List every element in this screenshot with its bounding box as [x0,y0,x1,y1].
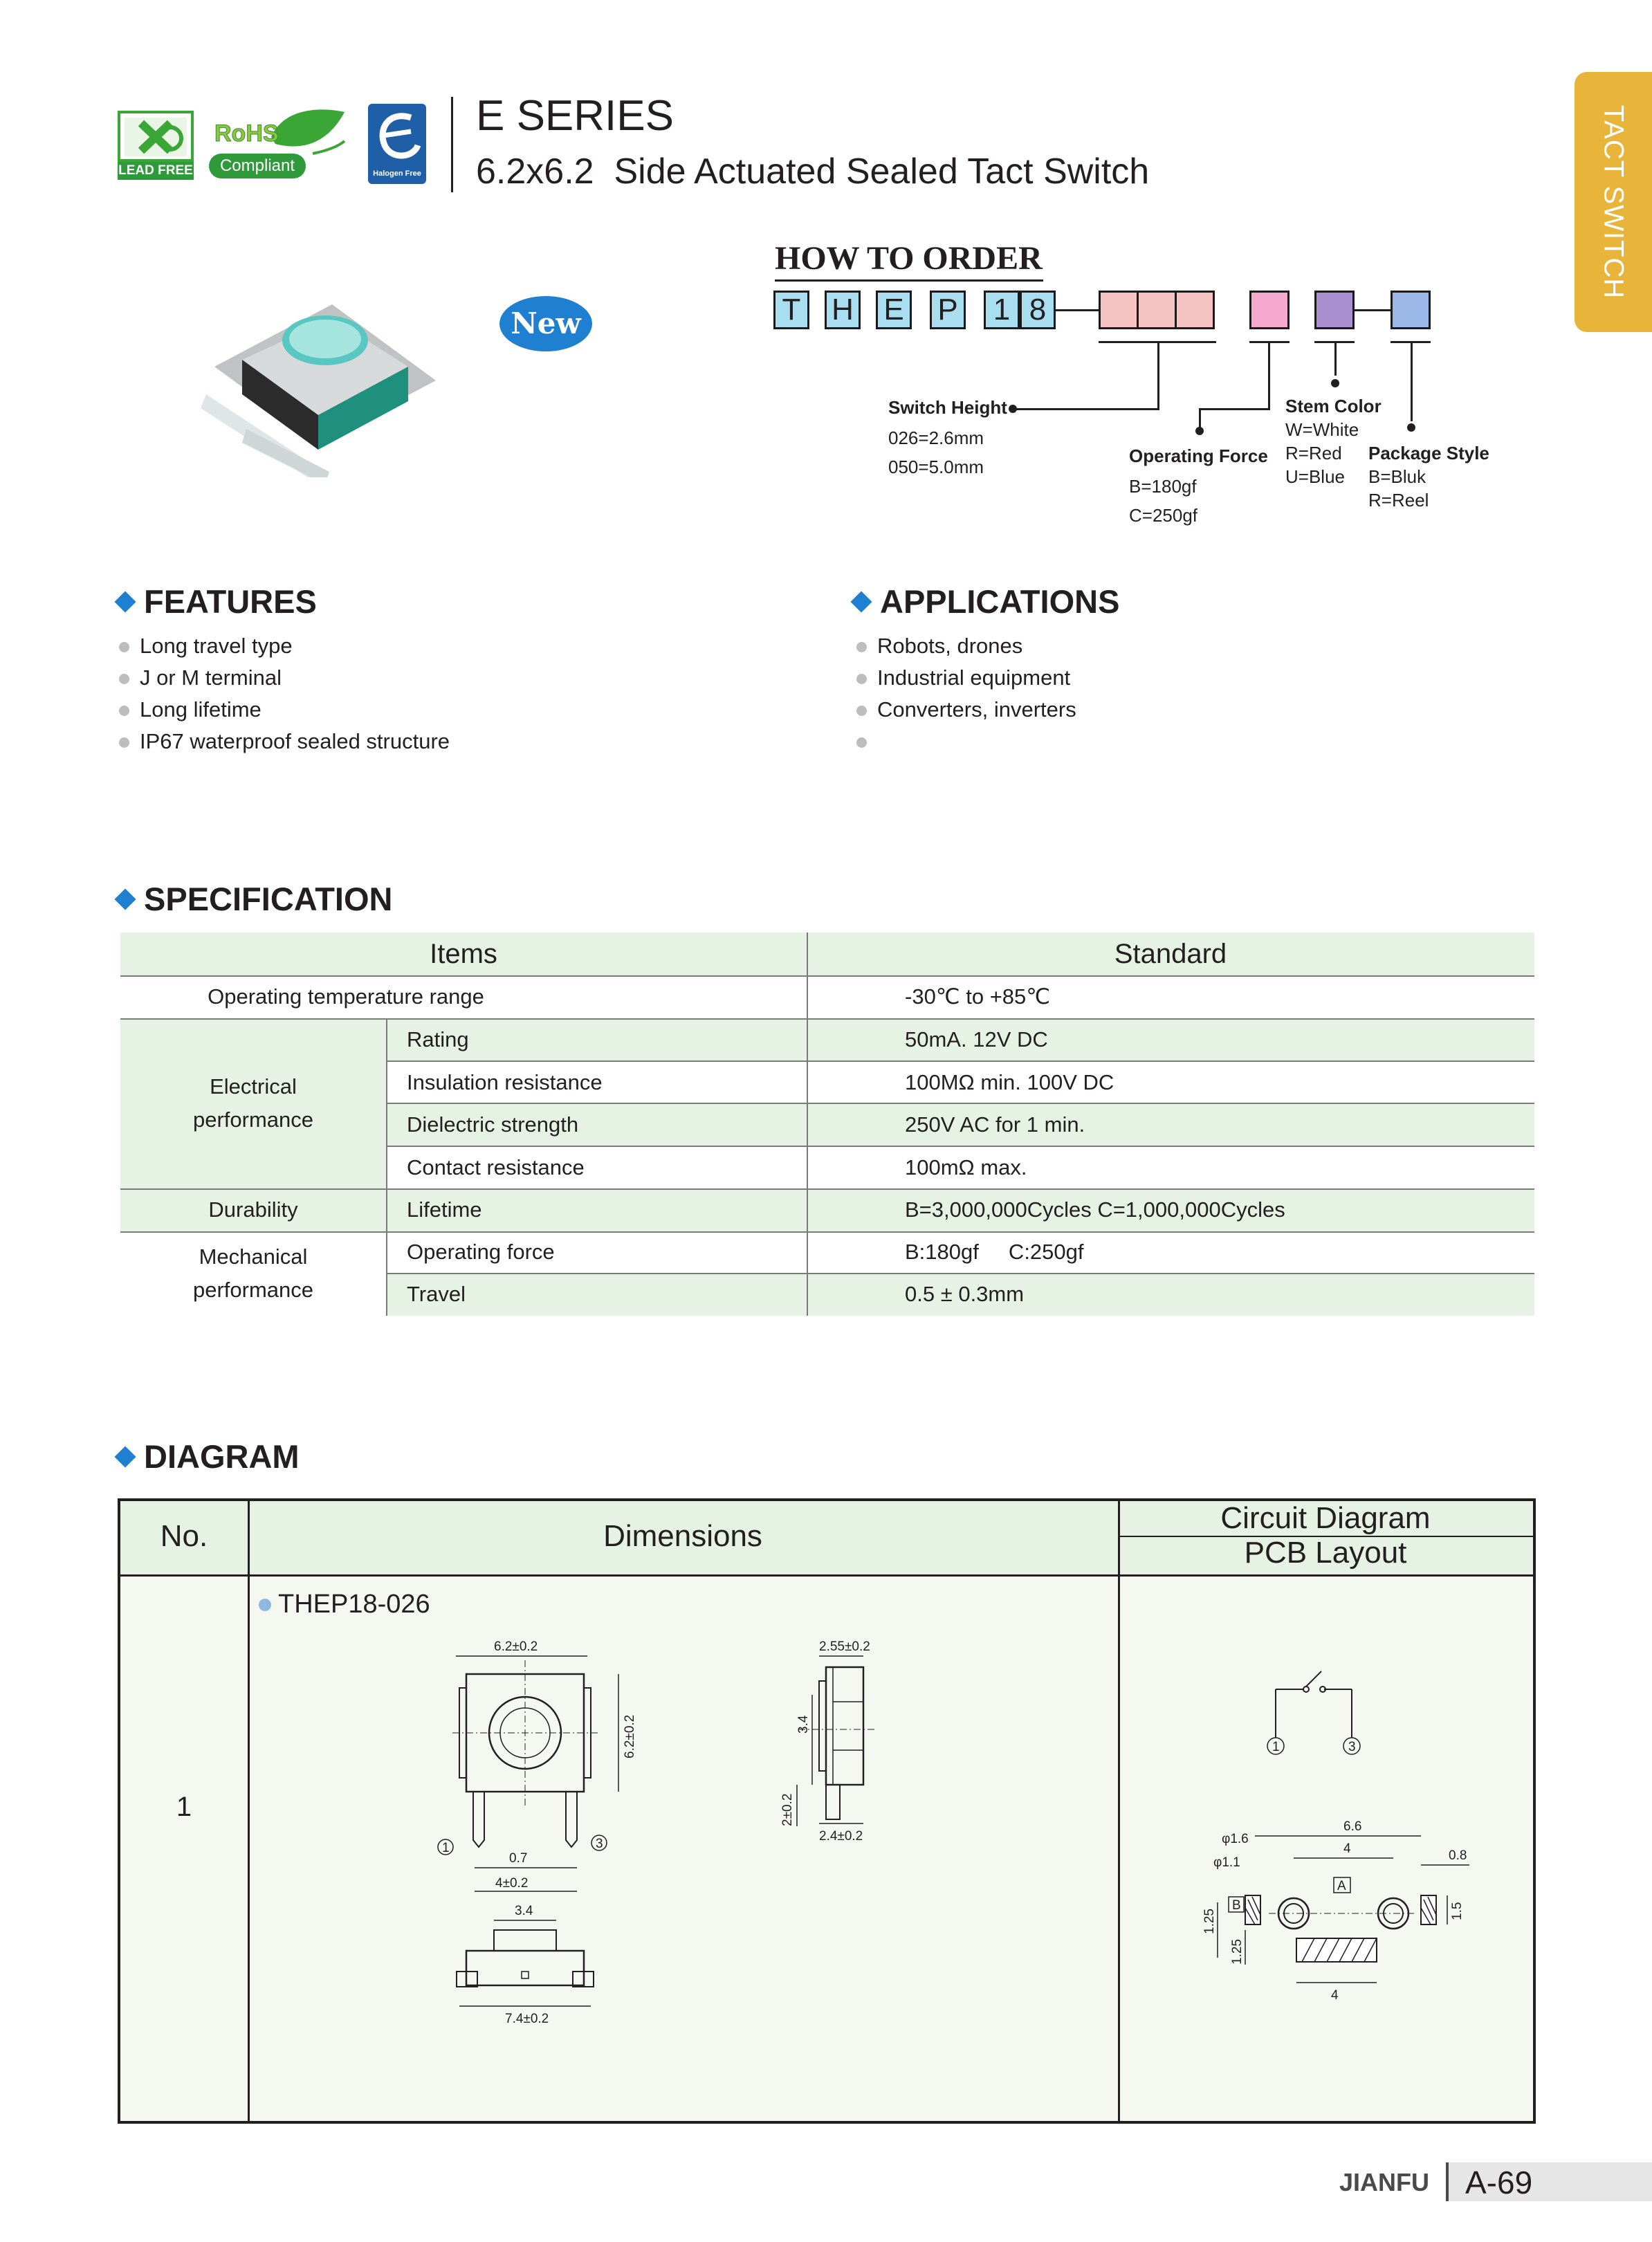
part-number [259,1590,430,1619]
spec-col-items: Items [430,938,497,969]
spec-item-label: Dielectric strength [407,1112,579,1137]
spec-col-rule [807,932,808,1316]
pcb-dim-d16: φ1.6 [1222,1832,1249,1846]
diagram-col-dimensions: Dimensions [603,1519,762,1553]
leader-dot [1407,423,1415,432]
specification-heading [113,880,392,918]
pcb-ref-b: B [1232,1898,1241,1913]
pin-1-label: 1 [442,1841,450,1855]
rohs-title: RoHS [214,120,279,147]
how-to-order-title: HOW TO ORDER [775,240,1043,277]
code-box-4: P [930,291,966,329]
code-box-1: T [773,291,809,329]
lead-free-label: LEAD FREE [118,162,194,180]
side-tab [1575,72,1652,332]
lead-free-logo [118,111,194,180]
dim-side-h: 3.4 [796,1715,811,1734]
dim-width: 6.2±0.2 [494,1639,538,1654]
how-to-order-underline [775,279,1043,282]
features-list [118,630,450,757]
code-box-2: H [825,291,861,329]
dim-side-pin: 2±0.2 [780,1793,795,1826]
spec-item-label: Travel [407,1282,466,1306]
part-number-text: THEP18-026 [278,1590,430,1619]
list-item [855,726,1076,757]
halogen-free-logo [368,104,426,184]
diagram-heading [113,1437,300,1476]
spec-group-durability: Durability [208,1197,298,1222]
spec-col-standard: Standard [1114,938,1227,969]
spec-item-label: Insulation resistance [407,1069,603,1094]
package-style-label: Package Style [1368,443,1489,463]
list-item: Long travel type [118,630,450,662]
connector-line [1355,309,1392,311]
pcb-dim-125b: 1.25 [1230,1939,1245,1965]
spec-value: 250V AC for 1 min. [905,1112,1085,1137]
package-style-option: R=Reel [1368,490,1429,511]
footer-brand: JIANFU [1339,2168,1430,2196]
leader-dot [1331,379,1339,387]
side-tab-label: TACT SWITCH [1598,104,1629,300]
pcb-dim-15: 1.5 [1450,1902,1465,1920]
circuit-pin-3: 3 [1348,1740,1356,1754]
specification-table [120,932,1534,1317]
stem-color-box [1314,291,1355,329]
leader [1157,341,1159,410]
pcb-dim-66: 6.6 [1343,1819,1362,1834]
package-style-box [1391,291,1431,329]
spec-item-label: Operating temperature range [208,984,484,1009]
diagram-heading-text: DIAGRAM [144,1438,300,1475]
dim-height: 6.2±0.2 [623,1714,637,1758]
switch-height-option: 026=2.6mm [888,428,984,448]
circuit-diagram [1241,1662,1393,1765]
pin-3-label: 3 [596,1837,603,1851]
operating-force-box [1249,291,1290,329]
dim-side-pin-width: 2.4±0.2 [819,1829,863,1844]
pcb-ref-a: A [1337,1879,1346,1893]
spec-value: -30℃ to +85℃ [905,984,1051,1009]
diagram-col-no: No. [160,1519,208,1553]
rohs-compliant-label: Compliant [209,154,306,178]
switch-height-box-1 [1099,291,1139,329]
stem-color-option: R=Red [1285,443,1342,463]
diagram-col-rule [248,1501,250,2121]
spec-item-label: Operating force [407,1240,555,1264]
top-view-drawing [418,1639,722,2027]
switch-height-box-3 [1175,291,1215,329]
stem-color-option: U=Blue [1285,466,1345,487]
applications-list [855,630,1076,757]
spec-item-label: Contact resistance [407,1155,585,1179]
operating-force-option: B=180gf [1129,476,1197,497]
stem-color-option: W=White [1285,419,1359,440]
diamond-icon [114,591,136,612]
diamond-icon [114,1446,136,1467]
diagram-col-pcb: PCB Layout [1244,1536,1407,1570]
diagram-col-rule [1118,1501,1120,2121]
halogen-free-label: Halogen Free [373,169,421,178]
spec-value: 100MΩ min. 100V DC [905,1069,1114,1094]
spec-group-mechanical: Mechanical performance [192,1244,314,1302]
operating-force-label: Operating Force [1129,445,1268,466]
list-item: Industrial equipment [855,662,1076,694]
diagram-row-number: 1 [176,1792,192,1822]
pcb-dim-08: 0.8 [1449,1848,1467,1863]
operating-force-option: C=250gf [1129,505,1198,526]
spec-value: B:180gf C:250gf [905,1240,1084,1264]
diagram-table [118,1498,1536,2124]
diagram-row-rule [120,1574,1533,1577]
spec-item-label: Rating [407,1027,469,1051]
dim-bottom-width: 7.4±0.2 [505,2012,549,2026]
leader [1199,408,1201,429]
leader-dot [1009,405,1017,413]
list-item: Converters, inverters [855,694,1076,726]
pcb-dim-125a: 1.25 [1202,1909,1217,1934]
list-item: Long lifetime [118,694,450,726]
specification-heading-text: SPECIFICATION [144,881,393,917]
leader [1334,341,1337,376]
pcb-layout [1186,1819,1545,2048]
spec-value: B=3,000,000Cycles C=1,000,000Cycles [905,1197,1285,1222]
header-divider [451,97,453,192]
switch-height-box-2 [1137,291,1177,329]
new-badge: New [499,296,592,351]
pcb-dim-4b: 4 [1331,1988,1339,2003]
rohs-logo [209,105,347,181]
diamond-icon [114,888,136,910]
series-title: E SERIES [476,92,674,140]
leader [1268,341,1270,410]
spec-group-electrical: Electrical performance [192,1074,314,1132]
spec-col-rule [386,1018,387,1316]
dim-pin-gap: 0.7 [509,1851,528,1866]
list-item: Robots, drones [855,630,1076,662]
stem-color-label: Stem Color [1285,396,1382,416]
code-box-6: 8 [1020,291,1056,329]
spec-item-label: Lifetime [407,1197,482,1222]
spec-value: 50mA. 12V DC [905,1027,1048,1051]
connector-line [1056,309,1100,311]
applications-heading [850,582,1119,621]
dim-side-width: 2.55±0.2 [819,1639,870,1654]
diagram-col-circuit: Circuit Diagram [1220,1501,1431,1535]
package-style-option: B=Bluk [1368,466,1426,487]
spec-value: 0.5 ± 0.3mm [905,1282,1025,1306]
features-heading-text: FEATURES [144,583,317,620]
series-subtitle: 6.2x6.2 Side Actuated Sealed Tact Switch [476,151,1150,192]
list-item: IP67 waterproof sealed structure [118,726,450,757]
product-photo [201,277,450,477]
switch-height-option: 050=5.0mm [888,457,984,477]
features-heading [113,582,317,621]
dim-bottom-top: 3.4 [515,1904,533,1918]
code-box-3: E [876,291,912,329]
code-box-5: 1 [984,291,1020,329]
side-view-drawing [715,1639,937,1847]
dim-pin-span: 4±0.2 [495,1876,529,1891]
leader [1014,408,1159,410]
bullet-icon [259,1599,271,1611]
diamond-icon [850,591,872,612]
list-item: J or M terminal [118,662,450,694]
leader-dot [1195,427,1204,435]
pcb-dim-4: 4 [1343,1841,1351,1856]
pcb-dim-d11: φ1.1 [1213,1855,1240,1870]
leader [1411,341,1413,421]
switch-height-label: Switch Height [888,397,1007,418]
applications-heading-text: APPLICATIONS [880,583,1120,620]
circuit-pin-1: 1 [1272,1740,1280,1754]
leader [1199,408,1270,410]
spec-value: 100mΩ max. [905,1155,1027,1179]
page-number: A-69 [1465,2165,1533,2200]
